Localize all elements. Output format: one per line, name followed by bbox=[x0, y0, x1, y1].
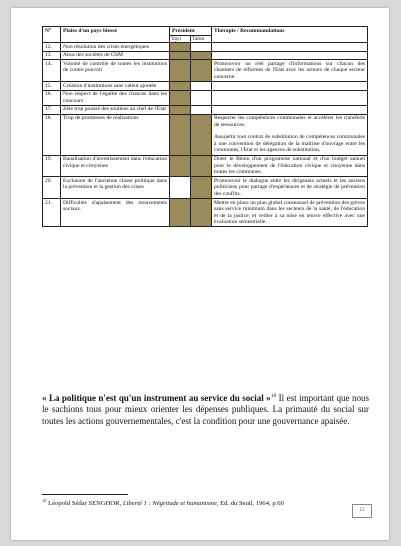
table-row bbox=[43, 43, 368, 52]
row-yayi-cell bbox=[170, 114, 191, 155]
row-number: 12. bbox=[43, 43, 61, 52]
quote-text: « La politique n'est qu'un instrument au service du social » bbox=[42, 393, 271, 403]
page-number: 12 bbox=[352, 504, 372, 518]
paragraph-text: Il est important que nous le sachions tous pour mieux orienter les dépenses publiques. La primauté du social sur toutes les actions gouvernementales, c'est la condition pour une gouvernance apaisée. bbox=[42, 393, 369, 426]
row-number: 15. bbox=[43, 82, 61, 91]
row-yayi-cell bbox=[170, 82, 191, 91]
row-plaie: Zèle trop poussé des soutiens au chef de l'Etat bbox=[61, 105, 170, 114]
row-number: 19. bbox=[43, 155, 61, 177]
row-therapie bbox=[212, 60, 368, 82]
row-plaie: Non respect de l'égalité des chances dans les concours bbox=[61, 90, 170, 105]
row-plaie: Création d'institutions sans valeur ajoutée bbox=[61, 82, 170, 91]
row-yayi-cell bbox=[170, 155, 191, 177]
row-number: 21. bbox=[43, 199, 61, 227]
header-plaies: Plaies d'un pays blessé bbox=[61, 27, 170, 43]
header-yayi: Yayi bbox=[170, 35, 191, 43]
therapie-text: Respecter les compétences communales et accélérer les transferts de ressources. bbox=[214, 115, 365, 128]
table-row bbox=[43, 105, 368, 114]
footnote-author: Léopold Sédar SENGHOR, bbox=[46, 500, 123, 508]
footnote-rest: , Ed. du Seuil, 1964, p.60 bbox=[216, 500, 284, 508]
row-talon-cell bbox=[191, 177, 212, 199]
footnote bbox=[42, 497, 372, 508]
row-talon-cell bbox=[191, 155, 212, 177]
row-therapie bbox=[212, 114, 368, 155]
row-plaie: Banalisation d'investissement dans l'éducation civique et citoyenne bbox=[61, 155, 170, 177]
row-talon-cell bbox=[191, 90, 212, 105]
row-yayi-cell bbox=[170, 90, 191, 105]
therapie-text: Doter le Bénin d'un programme national et d'un budget annuel pour le développement de l'éducation civique et citoyenne dans toutes les communes. bbox=[214, 156, 365, 176]
footnote-divider bbox=[42, 494, 128, 495]
row-therapie bbox=[212, 199, 368, 227]
row-plaie: Volonté de contrôle de toutes les institutions de contre pouvoir bbox=[61, 60, 170, 82]
table-row bbox=[43, 90, 368, 105]
header-president: Président bbox=[170, 27, 212, 36]
row-number: 20. bbox=[43, 177, 61, 199]
therapie-text: Promouvoir un réel partage d'informations sur chacun des chantiers de réformes de l'Etat avec les acteurs de chaque secteur concerné. bbox=[214, 60, 365, 81]
row-therapie bbox=[212, 177, 368, 199]
row-yayi-cell bbox=[170, 43, 191, 52]
row-yayi-cell bbox=[170, 60, 191, 82]
row-number: 14. bbox=[43, 60, 61, 82]
row-talon-cell bbox=[191, 43, 212, 52]
footnote-ref: 10 bbox=[270, 393, 277, 399]
table-row bbox=[43, 155, 368, 177]
row-plaie: Trop de promesses de réalisations bbox=[61, 114, 170, 155]
row-talon-cell bbox=[191, 60, 212, 82]
table-row bbox=[43, 177, 368, 199]
table-row bbox=[43, 82, 368, 91]
row-yayi-cell bbox=[170, 105, 191, 114]
row-talon-cell bbox=[191, 199, 212, 227]
row-therapie bbox=[212, 51, 368, 60]
table-row bbox=[43, 114, 368, 155]
body-paragraph bbox=[42, 391, 369, 427]
row-therapie bbox=[212, 105, 368, 114]
therapie-text-2: Assujettir tout contrat de substitution de compétences communales à une convention de délégation de la maîtrise d'ouvrage entre les communes, l'Etat et les agences de substitution. bbox=[214, 134, 365, 154]
table-row bbox=[43, 51, 368, 60]
therapie-text: Mettre en place un plan global consensuel de prévention des grèves sans service minimum dans les secteurs de la santé, de l'éducation et de la justice, et veiller à sa mise en œuvre effective avec une évaluation semestrielle. bbox=[214, 199, 365, 226]
row-therapie bbox=[212, 90, 368, 105]
row-plaie: Abus des sociétés de GSM bbox=[61, 51, 170, 60]
recommendations-table bbox=[42, 26, 368, 227]
row-plaie: Difficultés d'apaisement des mouvements sociaux. bbox=[61, 199, 170, 227]
row-number: 16. bbox=[43, 90, 61, 105]
row-therapie bbox=[212, 43, 368, 52]
footnote-title: Liberté 1 : Négritude et humanisme bbox=[122, 500, 217, 508]
row-number: 13. bbox=[43, 51, 61, 60]
therapie-text: Promouvoir le dialogue entre les dirigeants actuels et les anciens politiciens pour partage d'expériences et de stratégie de prévention des conflits. bbox=[214, 177, 365, 197]
row-yayi-cell bbox=[170, 199, 191, 227]
document-page bbox=[11, 8, 389, 540]
row-yayi-cell bbox=[170, 51, 191, 60]
row-number: 18. bbox=[43, 114, 61, 155]
row-therapie bbox=[212, 155, 368, 177]
row-number: 17. bbox=[43, 105, 61, 114]
table-row bbox=[43, 199, 368, 227]
row-talon-cell bbox=[191, 82, 212, 91]
header-num: N° bbox=[43, 27, 61, 43]
table-header-row bbox=[43, 27, 368, 36]
row-plaie: Exclusion de l'ancienne classe politique dans la prévention et la gestion des crises bbox=[61, 177, 170, 199]
row-plaie: Non résolution des crises énergétiques bbox=[61, 43, 170, 52]
row-talon-cell bbox=[191, 51, 212, 60]
header-therapie: Thérapie / Recommandations bbox=[212, 27, 368, 43]
table-row bbox=[43, 60, 368, 82]
row-talon-cell bbox=[191, 114, 212, 155]
row-yayi-cell bbox=[170, 177, 191, 199]
header-talon: Talon bbox=[191, 35, 212, 43]
table-body bbox=[43, 43, 368, 227]
row-therapie bbox=[212, 82, 368, 91]
row-talon-cell bbox=[191, 105, 212, 114]
footnote-number: 10 bbox=[42, 498, 47, 503]
